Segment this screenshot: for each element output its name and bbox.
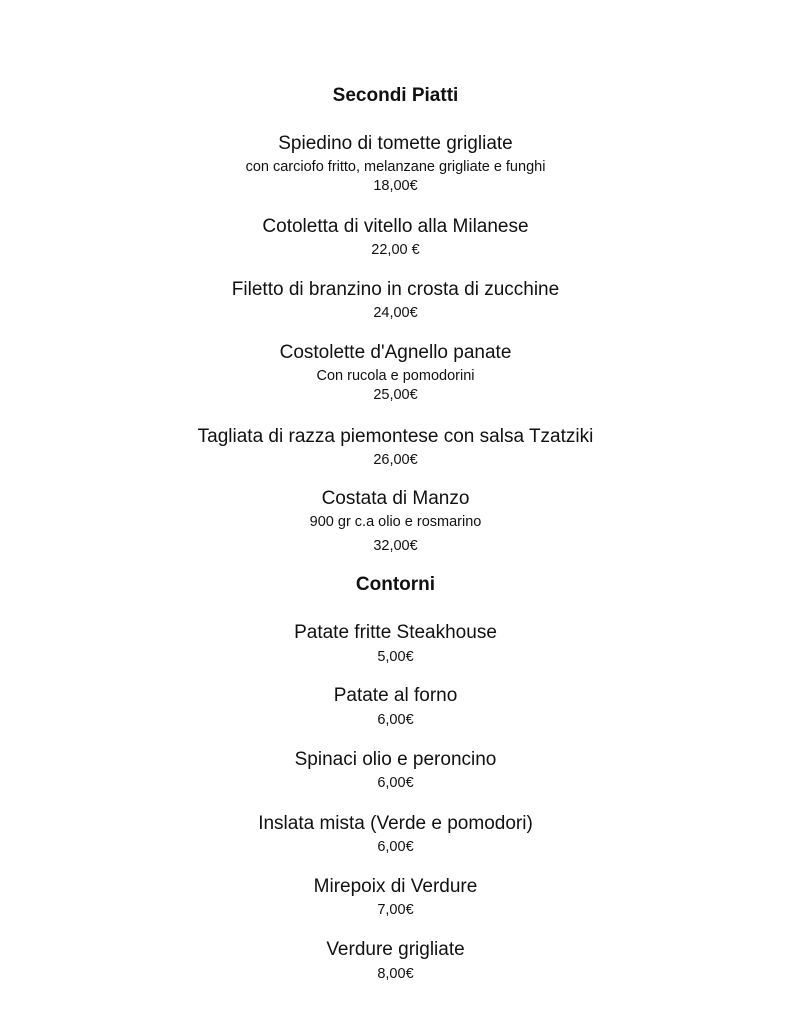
section-title-secondi: Secondi Piatti — [332, 85, 459, 106]
item-price: 5,00€ — [377, 649, 414, 665]
item-name: Spiedino di tomette grigliate — [278, 133, 513, 154]
item-name: Mirepoix di Verdure — [313, 876, 478, 897]
item-price: 32,00€ — [373, 538, 418, 554]
item-name: Spinaci olio e peroncino — [294, 749, 497, 770]
item-price: 7,00€ — [377, 902, 414, 918]
item-name: Costata di Manzo — [321, 488, 470, 509]
item-name: Inslata mista (Verde e pomodori) — [258, 813, 533, 834]
item-price: 25,00€ — [373, 387, 418, 403]
item-name: Tagliata di razza piemontese con salsa Tzatziki — [197, 426, 594, 447]
item-name: Cotoletta di vitello alla Milanese — [262, 216, 529, 237]
item-price: 18,00€ — [373, 178, 418, 194]
item-name: Filetto di branzino in crosta di zucchine — [231, 279, 560, 300]
item-name: Costolette d'Agnello panate — [279, 342, 512, 363]
section-title-contorni: Contorni — [355, 574, 436, 595]
item-price: 6,00€ — [377, 712, 414, 728]
item-name: Patate fritte Steakhouse — [294, 622, 497, 643]
item-price: 6,00€ — [377, 839, 414, 855]
item-price: 26,00€ — [373, 452, 418, 468]
item-description: con carciofo fritto, melanzane grigliate e funghi — [245, 159, 546, 175]
item-name: Patate al forno — [333, 685, 458, 706]
item-price: 24,00€ — [373, 305, 418, 321]
item-description: 900 gr c.a olio e rosmarino — [309, 514, 482, 530]
item-description: Con rucola e pomodorini — [316, 368, 475, 384]
item-name: Verdure grigliate — [326, 939, 465, 960]
item-price: 8,00€ — [377, 966, 414, 982]
item-price: 6,00€ — [377, 775, 414, 791]
item-price: 22,00 € — [371, 242, 420, 258]
